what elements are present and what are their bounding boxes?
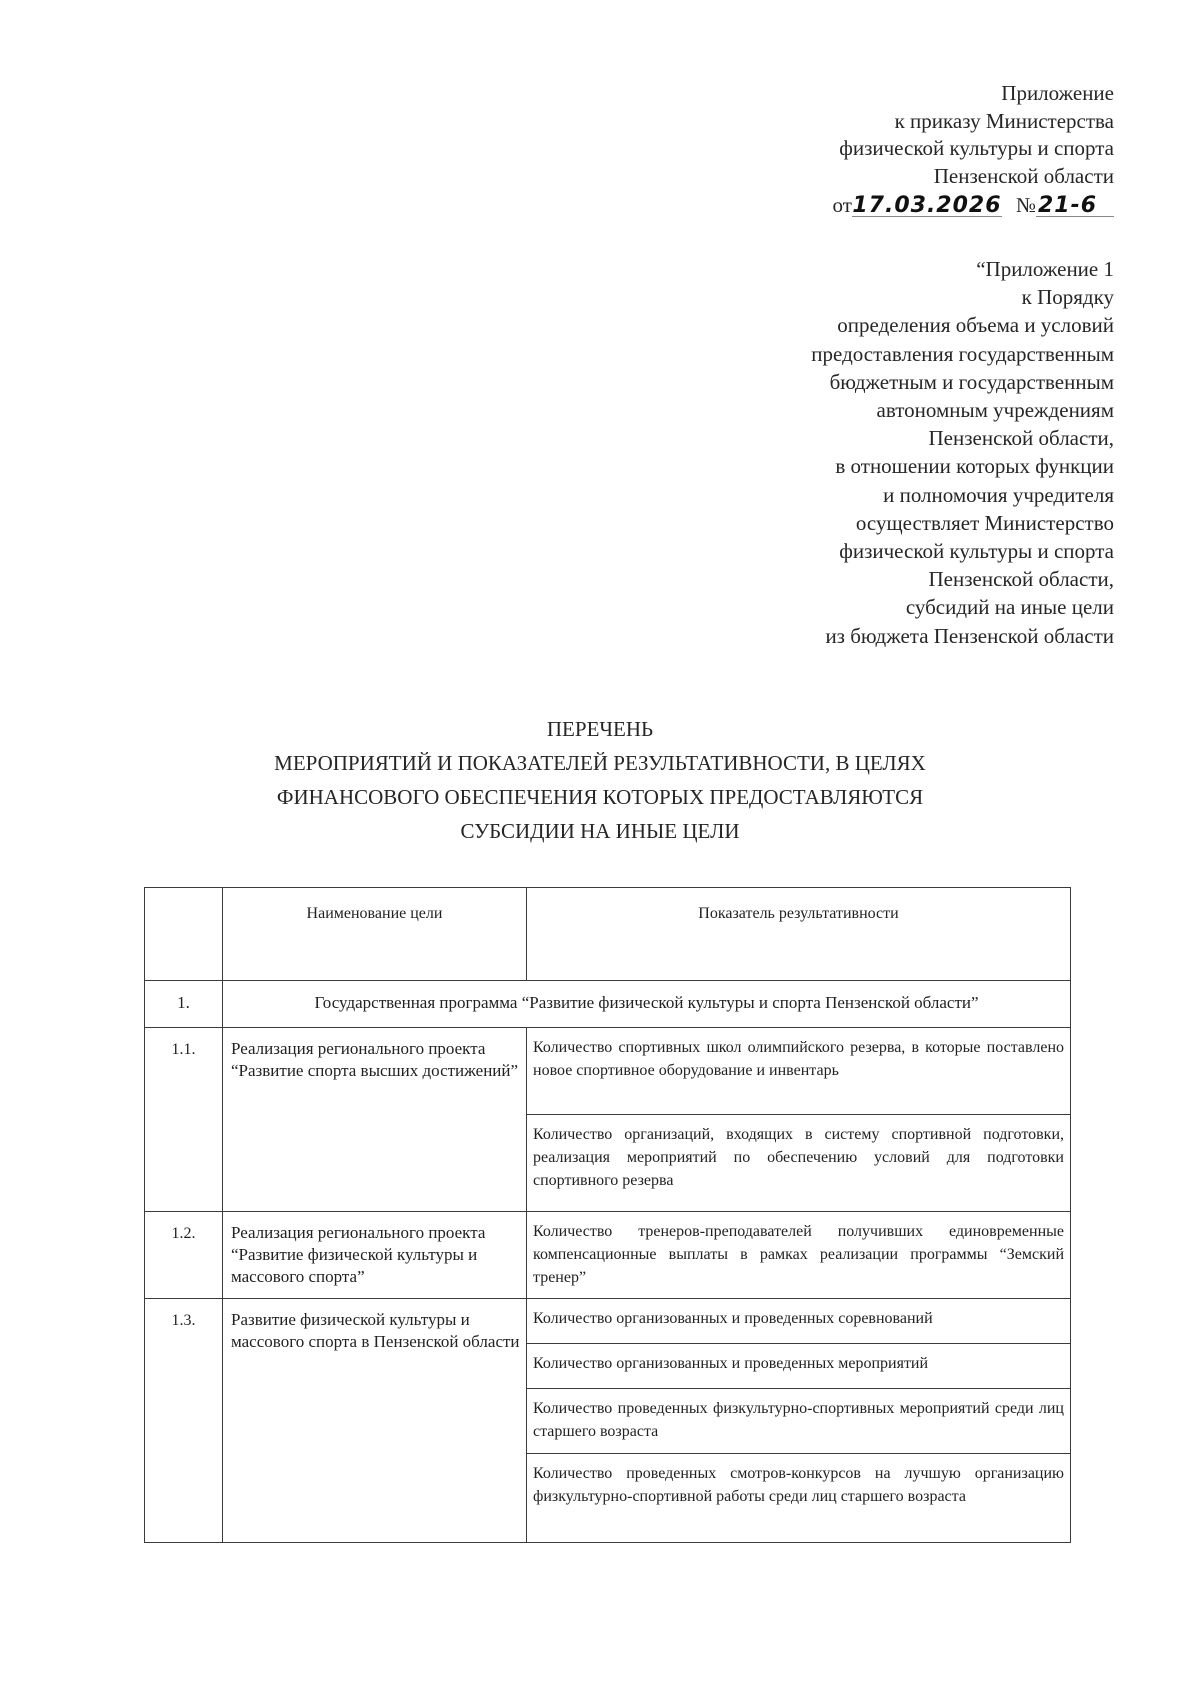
appendix-line: физической культуры и спорта bbox=[839, 136, 1114, 160]
document-title bbox=[150, 712, 1050, 848]
table-row bbox=[145, 1212, 1071, 1299]
appendix1-line: осуществляет Министерство bbox=[855, 510, 1114, 535]
table-row bbox=[145, 1028, 1071, 1115]
appendix1-line: и полномочия учредителя bbox=[883, 482, 1114, 507]
header-goal: Наименование цели bbox=[223, 888, 527, 981]
table-row bbox=[145, 1299, 1071, 1344]
appendix-line: Приложение bbox=[1001, 81, 1114, 105]
program-num: 1. bbox=[145, 981, 223, 1028]
row-num: 1.1. bbox=[145, 1028, 223, 1212]
date-prefix: от bbox=[832, 193, 852, 217]
appendix1-line: автономным учреждениям bbox=[876, 398, 1114, 423]
indicators-table bbox=[144, 887, 1071, 1543]
appendix-line: к приказу Министерства bbox=[894, 108, 1114, 133]
appendix1-line: предоставления государственным bbox=[811, 341, 1114, 366]
row-goal: Реализация регионального проекта “Развитие спорта высших достижений” bbox=[223, 1028, 527, 1212]
row-indicator: Количество организаций, входящих в систему спортивной подготовки, реализация мероприятий по обеспечению условий для подготовки спортивного резерва bbox=[527, 1115, 1071, 1212]
title-line: ФИНАНСОВОГО ОБЕСПЕЧЕНИЯ КОТОРЫХ ПРЕДОСТАВЛЯЮТСЯ bbox=[276, 785, 924, 809]
row-indicator: Количество тренеров-преподавателей получивших единовременные компенсационные выплаты в рамках реализации программы “Земский тренер” bbox=[527, 1212, 1071, 1299]
program-title: Государственная программа “Развитие физической культуры и спорта Пензенской области” bbox=[223, 981, 1071, 1028]
header-indicator: Показатель результативности bbox=[527, 888, 1071, 981]
row-indicator: Количество организованных и проведенных соревнований bbox=[527, 1299, 1071, 1344]
appendix1-line: бюджетным и государственным bbox=[829, 369, 1114, 394]
row-num: 1.2. bbox=[145, 1212, 223, 1299]
appendix1-line: “Приложение 1 bbox=[976, 257, 1114, 281]
row-num: 1.3. bbox=[145, 1299, 223, 1543]
appendix1-line: к Порядку bbox=[1021, 285, 1114, 310]
row-goal: Развитие физической культуры и массового спорта в Пензенской области bbox=[223, 1299, 527, 1543]
row-goal: Реализация регионального проекта “Развитие физической культуры и массового спорта” bbox=[223, 1212, 527, 1299]
row-indicator: Количество проведенных физкультурно-спортивных мероприятий среди лиц старшего возраста bbox=[527, 1389, 1071, 1454]
number-prefix: № bbox=[1015, 193, 1036, 217]
appendix1-header bbox=[594, 255, 1114, 650]
appendix1-line: определения объема и условий bbox=[837, 313, 1114, 338]
appendix1-line: Пензенской области, bbox=[928, 567, 1114, 592]
table-header-row bbox=[145, 888, 1071, 981]
row-indicator: Количество проведенных смотров-конкурсов на лучшую организацию физкультурно-спортивной работы среди лиц старшего возраста bbox=[527, 1454, 1071, 1543]
row-indicator: Количество спортивных школ олимпийского резерва, в которые поставлено новое спортивное оборудование и инвентарь bbox=[527, 1028, 1071, 1115]
row-indicator: Количество организованных и проведенных мероприятий bbox=[527, 1344, 1071, 1389]
appendix-header bbox=[594, 80, 1114, 220]
appendix1-line: Пензенской области, bbox=[928, 426, 1114, 451]
appendix1-line: субсидий на иные цели bbox=[905, 595, 1114, 620]
program-row bbox=[145, 981, 1071, 1028]
order-date-line bbox=[594, 192, 1114, 220]
handwritten-date: 17.03.2026 bbox=[852, 193, 1002, 218]
title-line: СУБСИДИИ НА ИНЫЕ ЦЕЛИ bbox=[460, 819, 740, 843]
handwritten-number: 21-6 bbox=[1036, 196, 1114, 217]
appendix1-line: физической культуры и спорта bbox=[839, 539, 1114, 564]
appendix1-line: в отношении которых функции bbox=[835, 454, 1114, 479]
appendix1-line: из бюджета Пензенской области bbox=[825, 623, 1114, 648]
title-line: МЕРОПРИЯТИЙ И ПОКАЗАТЕЛЕЙ РЕЗУЛЬТАТИВНОСТИ, В ЦЕЛЯХ bbox=[274, 751, 926, 775]
appendix-line: Пензенской области bbox=[933, 163, 1114, 188]
header-num bbox=[145, 888, 223, 981]
title-line: ПЕРЕЧЕНЬ bbox=[546, 717, 654, 741]
